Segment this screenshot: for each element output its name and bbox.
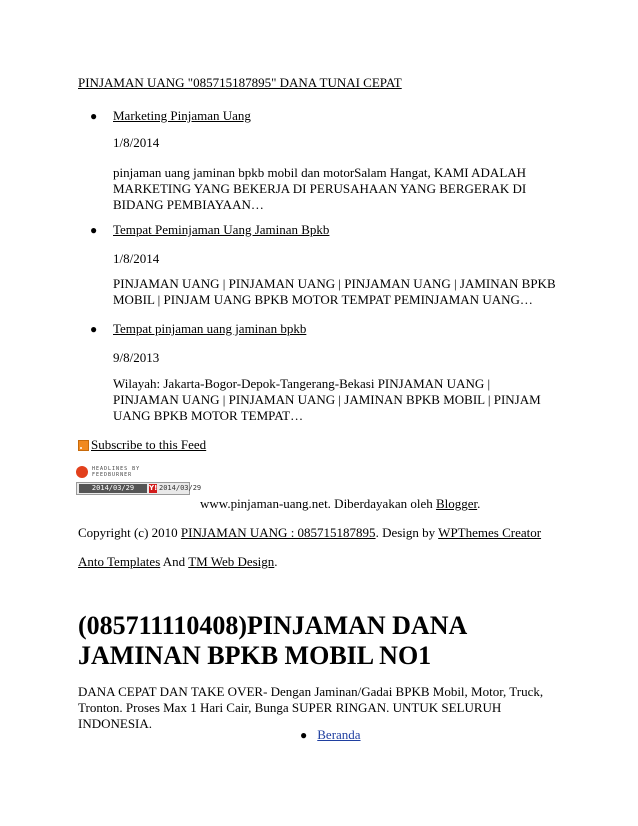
feedburner-badge[interactable]: [76, 466, 202, 496]
copyright: [78, 525, 541, 541]
tm-web-design-link[interactable]: TM Web Design: [188, 554, 275, 569]
copyright-prefix: Copyright (c) 2010: [78, 525, 181, 540]
feed-title-link[interactable]: PINJAMAN UANG "085715187895" DANA TUNAI CEPAT: [78, 75, 402, 90]
page-title: (085711110408)PINJAMAN DANA JAMINAN BPKB MOBIL NO1: [78, 611, 466, 670]
feed-item: [90, 222, 560, 312]
credits-suffix: .: [274, 554, 278, 569]
nav-item-home[interactable]: [300, 727, 361, 743]
anto-templates-link[interactable]: Anto Templates: [78, 554, 161, 569]
feed-title[interactable]: [78, 75, 402, 91]
credits-mid: And: [160, 554, 189, 569]
feed-item-description: pinjaman uang jaminan bpkb mobil dan motorSalam Hangat, KAMI ADALAH MARKETING YANG BEKERJA DI PERUSAHAAN YANG BERGERAK DI BIDANG PEMBIAYAAN…: [113, 165, 527, 212]
bullet-icon: ●: [90, 322, 98, 336]
copyright-site-link[interactable]: PINJAMAN UANG : 085715187895: [180, 525, 376, 540]
feedburner-date: 2014/03/29: [79, 484, 147, 493]
feedburner-line1: HEADLINES BY: [92, 466, 141, 472]
feed-item-title[interactable]: Marketing Pinjaman Uang: [113, 108, 251, 123]
yahoo-date: 2014/03/29: [159, 484, 202, 492]
blogger-link[interactable]: Blogger: [435, 496, 478, 511]
subscribe-feed-link[interactable]: [78, 437, 206, 453]
copyright-mid: . Design by: [375, 525, 439, 540]
feedburner-text: [92, 466, 140, 478]
yahoo-icon: Y!: [149, 484, 158, 492]
feed-item-description: PINJAMAN UANG | PINJAMAN UANG | PINJAMAN UANG | JAMINAN BPKB MOBIL | PINJAM UANG BPKB MOTOR TEMPAT PEMINJAMAN UANG…: [113, 276, 556, 307]
powered-suffix: .: [477, 496, 481, 511]
feed-item-date: 9/8/2013: [113, 350, 160, 365]
bullet-icon: ●: [300, 728, 308, 742]
bullet-icon: ●: [90, 223, 98, 237]
feed-item-title[interactable]: Tempat pinjaman uang jaminan bpkb: [113, 321, 307, 336]
subscribe-label[interactable]: Subscribe to this Feed: [91, 437, 207, 452]
feedburner-line2: FEEDBURNER: [92, 472, 133, 478]
design-link[interactable]: WPThemes Creator: [438, 525, 542, 540]
powered-prefix: www.pinjaman-uang.net. Diberdayakan oleh: [200, 496, 436, 511]
page-description: DANA CEPAT DAN TAKE OVER- Dengan Jaminan/Gadai BPKB Mobil, Motor, Truck, Tronton. Proses Max 1 Hari Cair, Bunga SUPER RINGAN. UNTUK SELURUH INDONESIA.: [78, 684, 544, 731]
feed-item: [90, 321, 560, 426]
nav-home-link[interactable]: Beranda: [317, 727, 361, 742]
feed-item-date: 1/8/2014: [113, 251, 160, 266]
feedburner-bar: [76, 482, 202, 495]
feed-item-description: Wilayah: Jakarta-Bogor-Depok-Tangerang-Bekasi PINJAMAN UANG | PINJAMAN UANG | PINJAMAN UANG | JAMINAN BPKB MOBIL | PINJAM UANG BPKB MOTOR TEMPAT…: [113, 376, 541, 423]
rss-icon: [78, 440, 89, 451]
feedburner-logo-icon: [76, 466, 88, 478]
powered-by: [200, 496, 480, 512]
bullet-icon: ●: [90, 109, 98, 123]
credits: [78, 554, 278, 570]
feed-item: [90, 108, 560, 212]
feed-item-title[interactable]: Tempat Peminjaman Uang Jaminan Bpkb: [113, 222, 330, 237]
feed-item-date: 1/8/2014: [113, 135, 160, 150]
